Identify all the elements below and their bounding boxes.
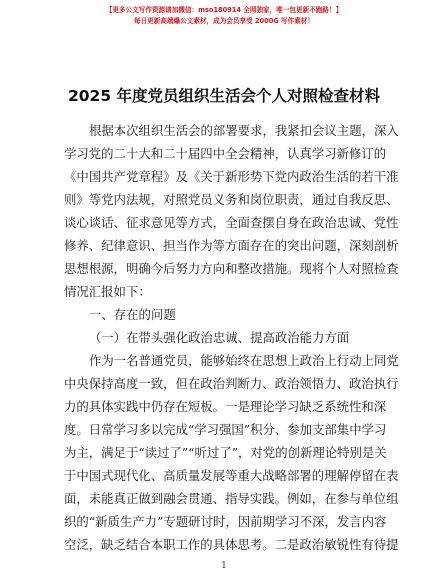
subsection-heading: （一）在带头强化政治忠诚、提高政治能力方面: [89, 330, 350, 345]
promo-banner-line: 【更多公文写作资源请加微信：mso180914 全网独家，唯一包更新不跑路！】: [105, 6, 343, 14]
paragraph-line: 根据本次组织生活会的部署要求，我紧扣会议主题，深入: [89, 123, 399, 138]
paragraph-line: 学习党的二十大和二十届四中全会精神，认真学习新修订的: [64, 146, 387, 161]
paragraph-line: 空泛，缺乏结合本职工作的具体思考。二是政治敏锐性有待提: [64, 537, 399, 552]
paragraph-line: 织的“新质生产力”专题研讨时，因前期学习不深，发言内容: [64, 514, 387, 529]
document-title: 2025 年度党员组织生活会个人对照检查材料: [67, 87, 381, 105]
paragraph-line: 思想根源，明确今后努力方向和整改措施。现将个人对照检查: [64, 261, 399, 276]
section-heading: 一、存在的问题: [89, 307, 176, 322]
promo-banner-subline: 每日更新高端爆公文素材，成为会员享受 2000G 写作素材！: [133, 17, 314, 25]
paragraph-line: 修养、纪律意识、担当作为等方面存在的突出问题，深刻剖析: [64, 238, 399, 253]
paragraph-line: 力的具体实践中仍存在短板。一是理论学习缺乏系统性和深: [64, 399, 387, 414]
paragraph-line: 为主，满足于“读过了”“听过了”，对党的创新理论特别是关: [64, 445, 387, 460]
paragraph-line: 谈心谈话、征求意见等方式，全面查摆自身在政治忠诚、党性: [64, 215, 399, 230]
paragraph-line: 中央保持高度一致，但在政治判断力、政治领悟力、政治执行: [64, 376, 399, 391]
paragraph-line: 度。日常学习多以完成“学习强国”积分、参加支部集中学习: [64, 422, 387, 437]
page-number: 1: [221, 561, 227, 571]
paragraph-line: 面，未能真正做到融会贯通、指导实践。例如，在参与单位组: [64, 491, 399, 506]
paragraph-line: 作为一名普通党员，能够始终在思想上政治上行动上同党: [89, 353, 399, 368]
paragraph-line: 则》等党内法规，对照党员义务和岗位职责，通过自我反思、: [64, 192, 399, 207]
paragraph-line: 情况汇报如下：: [64, 284, 151, 299]
paragraph-line: 《中国共产党章程》及《关于新形势下党内政治生活的若干准: [64, 169, 399, 184]
paragraph-line: 于中国式现代化、高质量发展等重大战略部署的理解停留在表: [64, 468, 399, 483]
